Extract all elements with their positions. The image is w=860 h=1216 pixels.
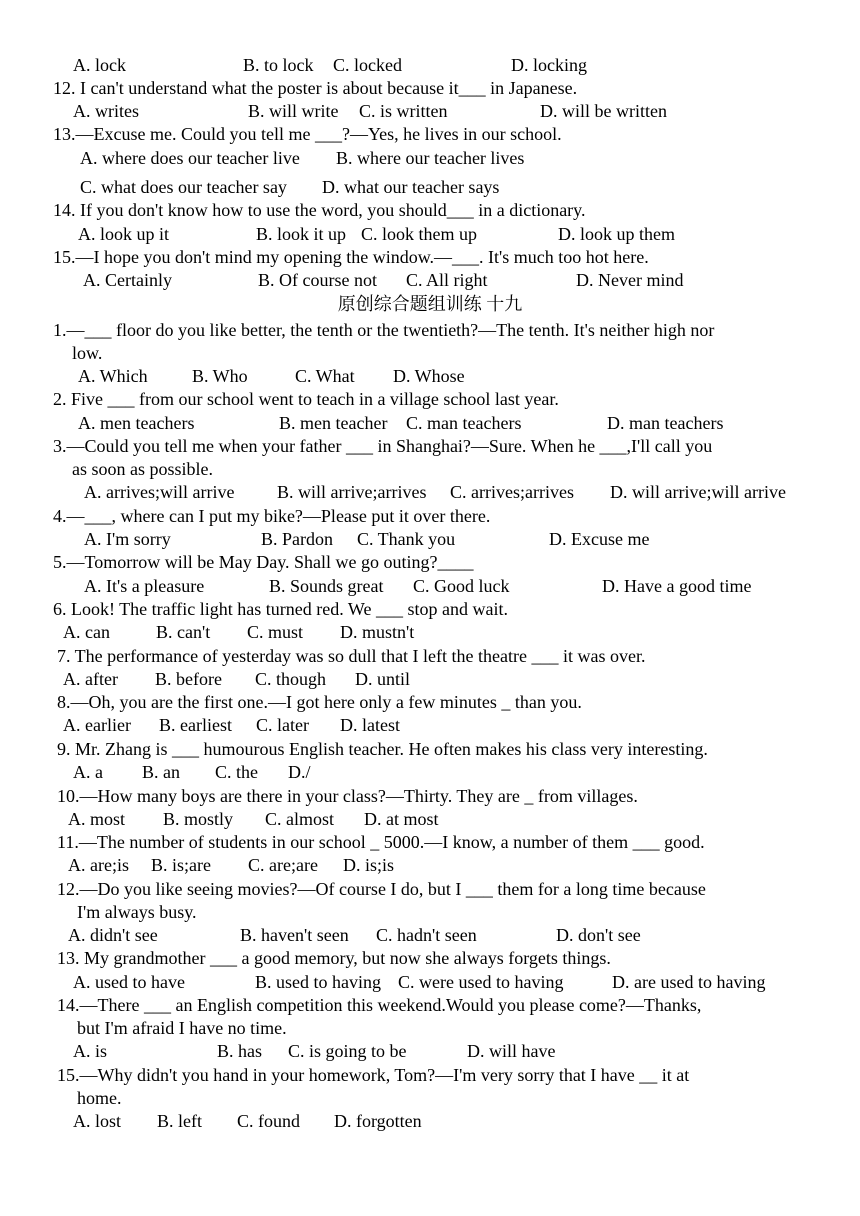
option-b: B. is;are [151, 855, 211, 875]
option-c: C. later [256, 715, 309, 735]
option-c: C. locked [333, 55, 402, 75]
question-stem: 12.—Do you like seeing movies?—Of course I do, but I ___ them for a long time because [57, 879, 706, 899]
option-c: C. found [237, 1111, 300, 1131]
option-b: B. look it up [256, 224, 347, 244]
option-a: A. used to have [73, 972, 185, 992]
question-stem-continued: low. [72, 343, 103, 363]
question-stem: 3.—Could you tell me when your father ___ in Shanghai?—Sure. When he ___,I'll call you [53, 436, 713, 456]
option-b: B. Sounds great [269, 576, 384, 596]
question-stem: 13.—Excuse me. Could you tell me ___?—Yes, he lives in our school. [53, 124, 562, 144]
question-stem: 11.—The number of students in our school _ 5000.—I know, a number of them ___ good. [57, 832, 705, 852]
option-b: B. has [217, 1041, 262, 1061]
question-stem: 14. If you don't know how to use the word, you should___ in a dictionary. [53, 200, 586, 220]
option-c: C. hadn't seen [376, 925, 477, 945]
question-stem-continued: home. [77, 1088, 122, 1108]
option-b: B. used to having [255, 972, 381, 992]
option-b: B. mostly [163, 809, 234, 829]
question-stem: 6. Look! The traffic light has turned red. We ___ stop and wait. [53, 599, 508, 619]
option-b: B. Of course not [258, 270, 377, 290]
option-d: D. man teachers [607, 413, 724, 433]
option-d: D. look up them [558, 224, 675, 244]
option-d: D. until [355, 669, 411, 689]
option-b: B. earliest [159, 715, 232, 735]
option-b: B. will write [248, 101, 339, 121]
option-d: D. are used to having [612, 972, 766, 992]
option-c: C. is going to be [288, 1041, 407, 1061]
option-b: B. will arrive;arrives [277, 482, 427, 502]
option-c: C. What [295, 366, 355, 386]
question-stem: 7. The performance of yesterday was so dull that I left the theatre ___ it was over. [57, 646, 646, 666]
question-stem: 12. I can't understand what the poster is about because it___ in Japanese. [53, 78, 578, 98]
question-stem: 5.—Tomorrow will be May Day. Shall we go outing?____ [53, 552, 474, 572]
question-stem: 15.—I hope you don't mind my opening the window.—___. It's much too hot here. [53, 247, 649, 267]
option-a: A. Which [78, 366, 148, 386]
option-c: C. were used to having [398, 972, 564, 992]
option-a: A. didn't see [68, 925, 158, 945]
question-stem: 1.—___ floor do you like better, the tenth or the twentieth?—The tenth. It's neither high nor [53, 320, 715, 340]
option-b: B. an [142, 762, 180, 782]
option-d: D. will arrive;will arrive [610, 482, 786, 502]
option-a: A. can [63, 622, 110, 642]
option-a: A. after [63, 669, 118, 689]
option-c: C. what does our teacher say [80, 177, 287, 197]
option-c: C. the [215, 762, 258, 782]
option-a: A. is [73, 1041, 108, 1061]
question-stem: 2. Five ___ from our school went to teach in a village school last year. [53, 389, 559, 409]
option-c: C. must [247, 622, 304, 642]
option-c: C. Thank you [357, 529, 456, 549]
option-b: B. can't [156, 622, 211, 642]
option-b: B. where our teacher lives [336, 148, 525, 168]
option-d: D. at most [364, 809, 439, 829]
question-stem: 10.—How many boys are there in your class?—Thirty. They are _ from villages. [57, 786, 638, 806]
section-title: 原创综合题组训练 十九 [337, 294, 523, 314]
option-d: D. don't see [556, 925, 641, 945]
question-stem-continued: I'm always busy. [77, 902, 197, 922]
option-c: C. though [255, 669, 327, 689]
question-stem: 4.—___, where can I put my bike?—Please put it over there. [53, 506, 491, 526]
option-c: C. All right [406, 270, 488, 290]
option-d: D. Have a good time [602, 576, 752, 596]
question-stem: 15.—Why didn't you hand in your homework, Tom?—I'm very sorry that I have __ it at [57, 1065, 690, 1085]
option-a: A. a [73, 762, 103, 782]
option-c: C. man teachers [406, 413, 522, 433]
option-a: A. look up it [78, 224, 170, 244]
option-d: D. is;is [343, 855, 395, 875]
option-d: D. what our teacher says [322, 177, 500, 197]
option-d: D. Whose [393, 366, 465, 386]
option-b: B. left [157, 1111, 202, 1131]
question-stem: 14.—There ___ an English competition this weekend.Would you please come?—Thanks, [57, 995, 702, 1015]
option-c: C. arrives;arrives [450, 482, 574, 502]
question-stem: 13. My grandmother ___ a good memory, but now she always forgets things. [57, 948, 611, 968]
option-d: D. latest [340, 715, 400, 735]
question-stem: 9. Mr. Zhang is ___ humourous English teacher. He often makes his class very interesting. [57, 739, 708, 759]
option-d: D. locking [511, 55, 587, 75]
option-a: A. lost [73, 1111, 122, 1131]
option-b: B. Who [192, 366, 248, 386]
question-stem-continued: as soon as possible. [72, 459, 213, 479]
option-a: A. arrives;will arrive [84, 482, 235, 502]
option-d: D. forgotten [334, 1111, 422, 1131]
option-d: D./ [288, 762, 311, 782]
option-a: A. writes [73, 101, 139, 121]
option-c: C. is written [359, 101, 448, 121]
option-a: A. most [68, 809, 126, 829]
option-a: A. are;is [68, 855, 129, 875]
option-a: A. where does our teacher live [80, 148, 300, 168]
option-c: C. are;are [248, 855, 318, 875]
option-b: B. Pardon [261, 529, 333, 549]
option-d: D. mustn't [340, 622, 415, 642]
option-d: D. will have [467, 1041, 556, 1061]
option-a: A. men teachers [78, 413, 195, 433]
option-c: C. look them up [361, 224, 477, 244]
option-d: D. Excuse me [549, 529, 650, 549]
option-d: D. will be written [540, 101, 667, 121]
option-a: A. Certainly [83, 270, 172, 290]
question-stem: 8.—Oh, you are the first one.—I got here only a few minutes _ than you. [57, 692, 582, 712]
option-d: D. Never mind [576, 270, 684, 290]
option-c: C. almost [265, 809, 335, 829]
option-b: B. to lock [243, 55, 314, 75]
option-a: A. It's a pleasure [84, 576, 205, 596]
option-c: C. Good luck [413, 576, 510, 596]
option-b: B. men teacher [279, 413, 388, 433]
option-b: B. haven't seen [240, 925, 349, 945]
question-stem-continued: but I'm afraid I have no time. [77, 1018, 287, 1038]
option-a: A. lock [73, 55, 126, 75]
option-b: B. before [155, 669, 222, 689]
option-a: A. I'm sorry [84, 529, 171, 549]
option-a: A. earlier [63, 715, 131, 735]
